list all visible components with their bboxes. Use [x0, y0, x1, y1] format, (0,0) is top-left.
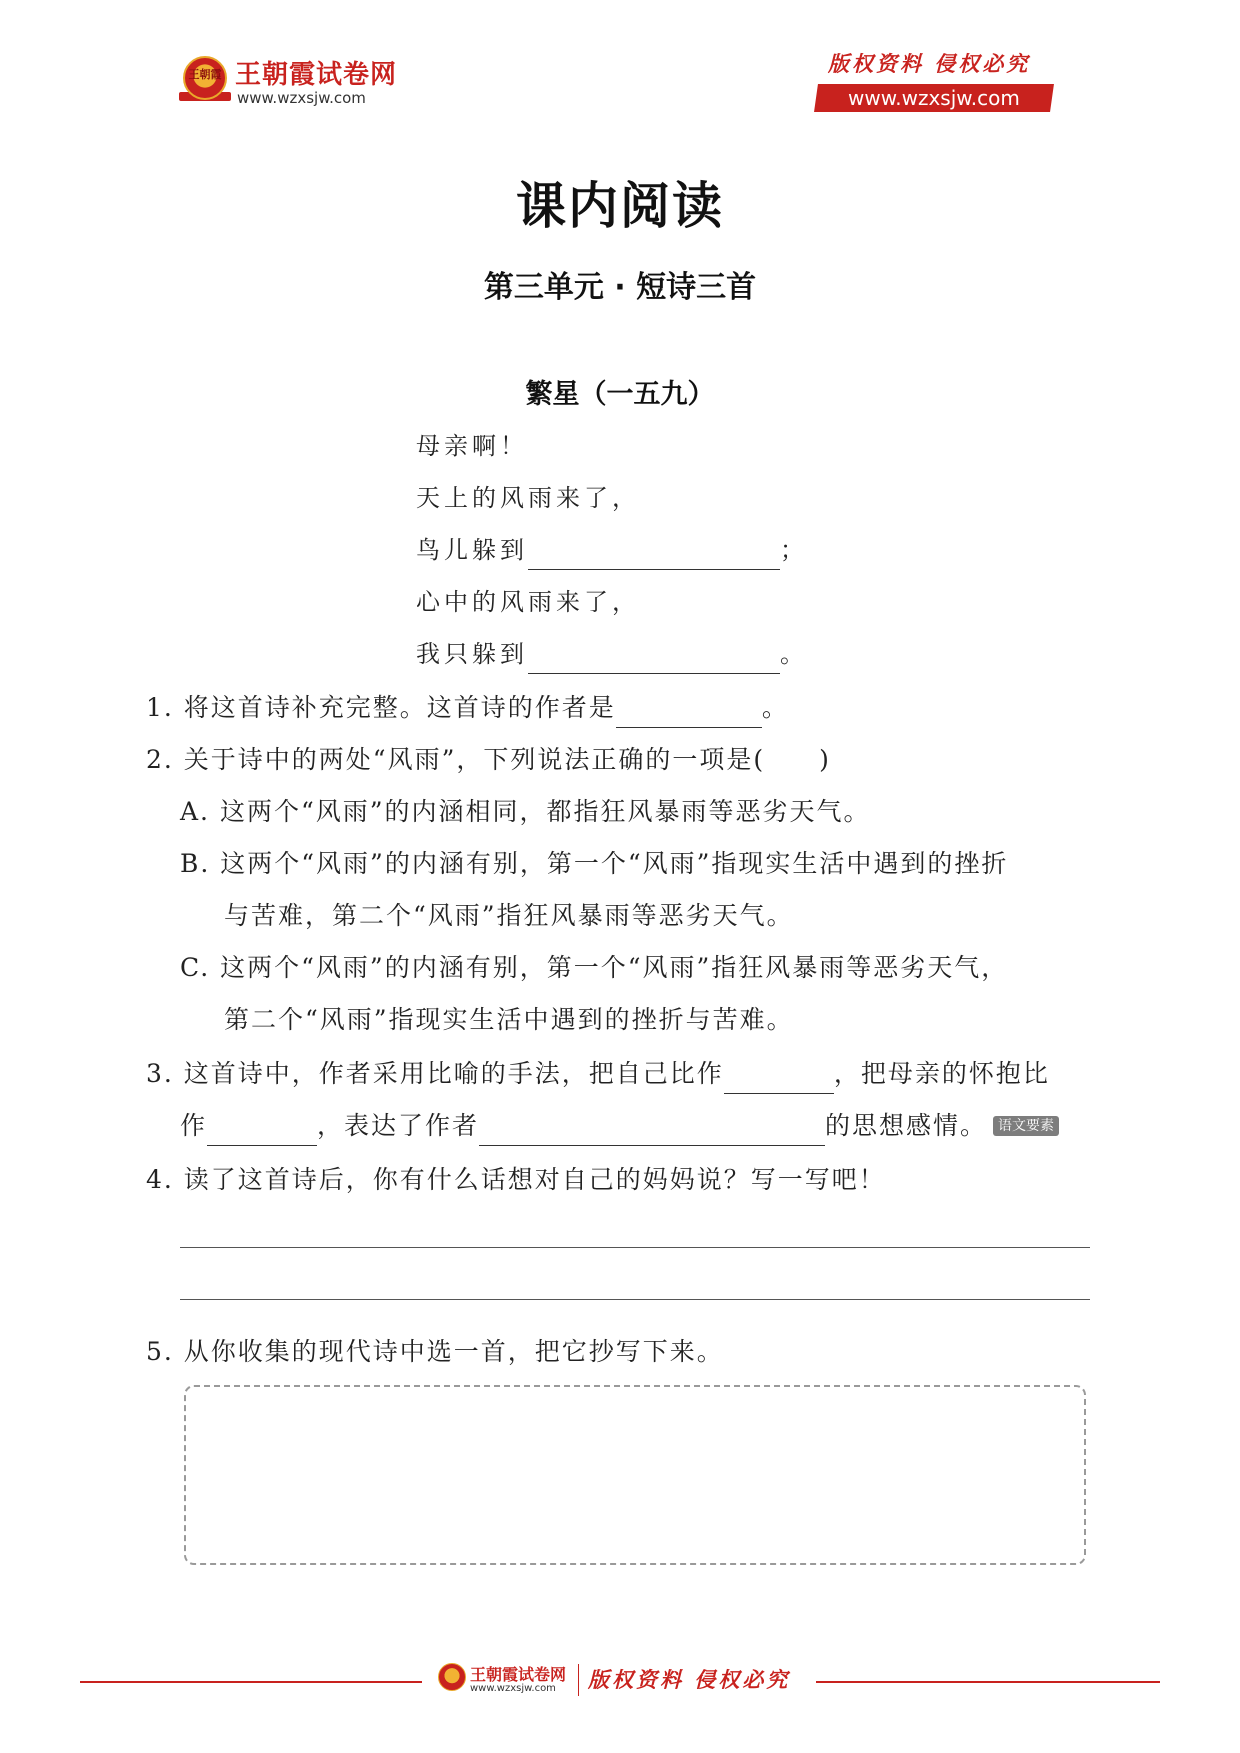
fill-blank[interactable]	[724, 1060, 834, 1094]
poem-line-4: 心中的风雨来了，	[416, 588, 640, 616]
site-logo	[183, 52, 423, 112]
page-subtitle: 第三单元 · 短诗三首	[483, 270, 757, 305]
option-c[interactable]: C. 这两个“风雨”的内涵有别，第一个“风雨”指狂风暴雨等恶劣天气，	[180, 953, 1009, 982]
poem-line-5: 我只躲到 。	[416, 634, 808, 686]
option-b[interactable]: B. 这两个“风雨”的内涵有别，第一个“风雨”指现实生活中遇到的挫折	[180, 849, 1009, 878]
poem-line-1: 母亲啊！	[416, 432, 528, 460]
logo-seal-text: 王朝霞	[188, 68, 222, 81]
fill-blank[interactable]	[207, 1112, 317, 1146]
question-3: 3. 这首诗中，作者采用比喻的手法，把自己比作 ，把母亲的怀抱比	[146, 1054, 1050, 1094]
fill-blank[interactable]	[528, 640, 780, 674]
footer-logo-icon	[438, 1663, 466, 1691]
option-b-continued: 与苦难，第二个“风雨”指狂风暴雨等恶劣天气。	[224, 901, 794, 930]
fill-blank[interactable]	[616, 694, 762, 728]
fill-blank[interactable]	[528, 536, 780, 570]
copyright-url: www.wzxsjw.com	[848, 86, 1020, 110]
poem-line-3: 鸟儿躲到 ；	[416, 530, 808, 582]
poem-title: 繁星（一五九）	[525, 379, 715, 410]
footer-logo-url: www.wzxsjw.com	[470, 1683, 556, 1694]
poem-line-2: 天上的风雨来了，	[416, 484, 640, 512]
logo-url: www.wzxsjw.com	[237, 89, 366, 107]
question-3-continued: 作 ，表达了作者 的思想感情。 语文要素	[180, 1106, 1059, 1146]
footer-logo-name: 王朝霞试卷网	[470, 1665, 567, 1684]
option-c-continued: 第二个“风雨”指现实生活中遇到的挫折与苦难。	[224, 1005, 794, 1034]
poem-copy-box[interactable]	[184, 1385, 1086, 1565]
copyright-notice	[816, 48, 1052, 112]
question-2: 2. 关于诗中的两处“风雨”，下列说法正确的一项是( )	[146, 745, 831, 774]
footer-divider-right	[816, 1681, 1160, 1683]
question-4: 4. 读了这首诗后，你有什么话想对自己的妈妈说？写一写吧！	[146, 1165, 886, 1194]
copyright-url-banner	[814, 84, 1054, 112]
question-1: 1. 将这首诗补充完整。这首诗的作者是 。	[146, 688, 789, 728]
answer-line[interactable]	[180, 1299, 1090, 1300]
fill-blank[interactable]	[479, 1112, 825, 1146]
footer-divider-left	[80, 1681, 422, 1683]
answer-line[interactable]	[180, 1247, 1090, 1248]
footer-separator	[578, 1664, 579, 1696]
question-5: 5. 从你收集的现代诗中选一首，把它抄写下来。	[146, 1337, 724, 1366]
copyright-text: 版权资料 侵权必究	[828, 51, 1031, 76]
footer-copyright: 版权资料 侵权必究	[588, 1667, 791, 1692]
language-element-badge: 语文要素	[993, 1116, 1059, 1136]
option-a[interactable]: A. 这两个“风雨”的内涵相同，都指狂风暴雨等恶劣天气。	[180, 797, 871, 826]
poem	[416, 426, 808, 686]
logo-name: 王朝霞试卷网	[235, 60, 398, 90]
page-title: 课内阅读	[516, 177, 724, 235]
